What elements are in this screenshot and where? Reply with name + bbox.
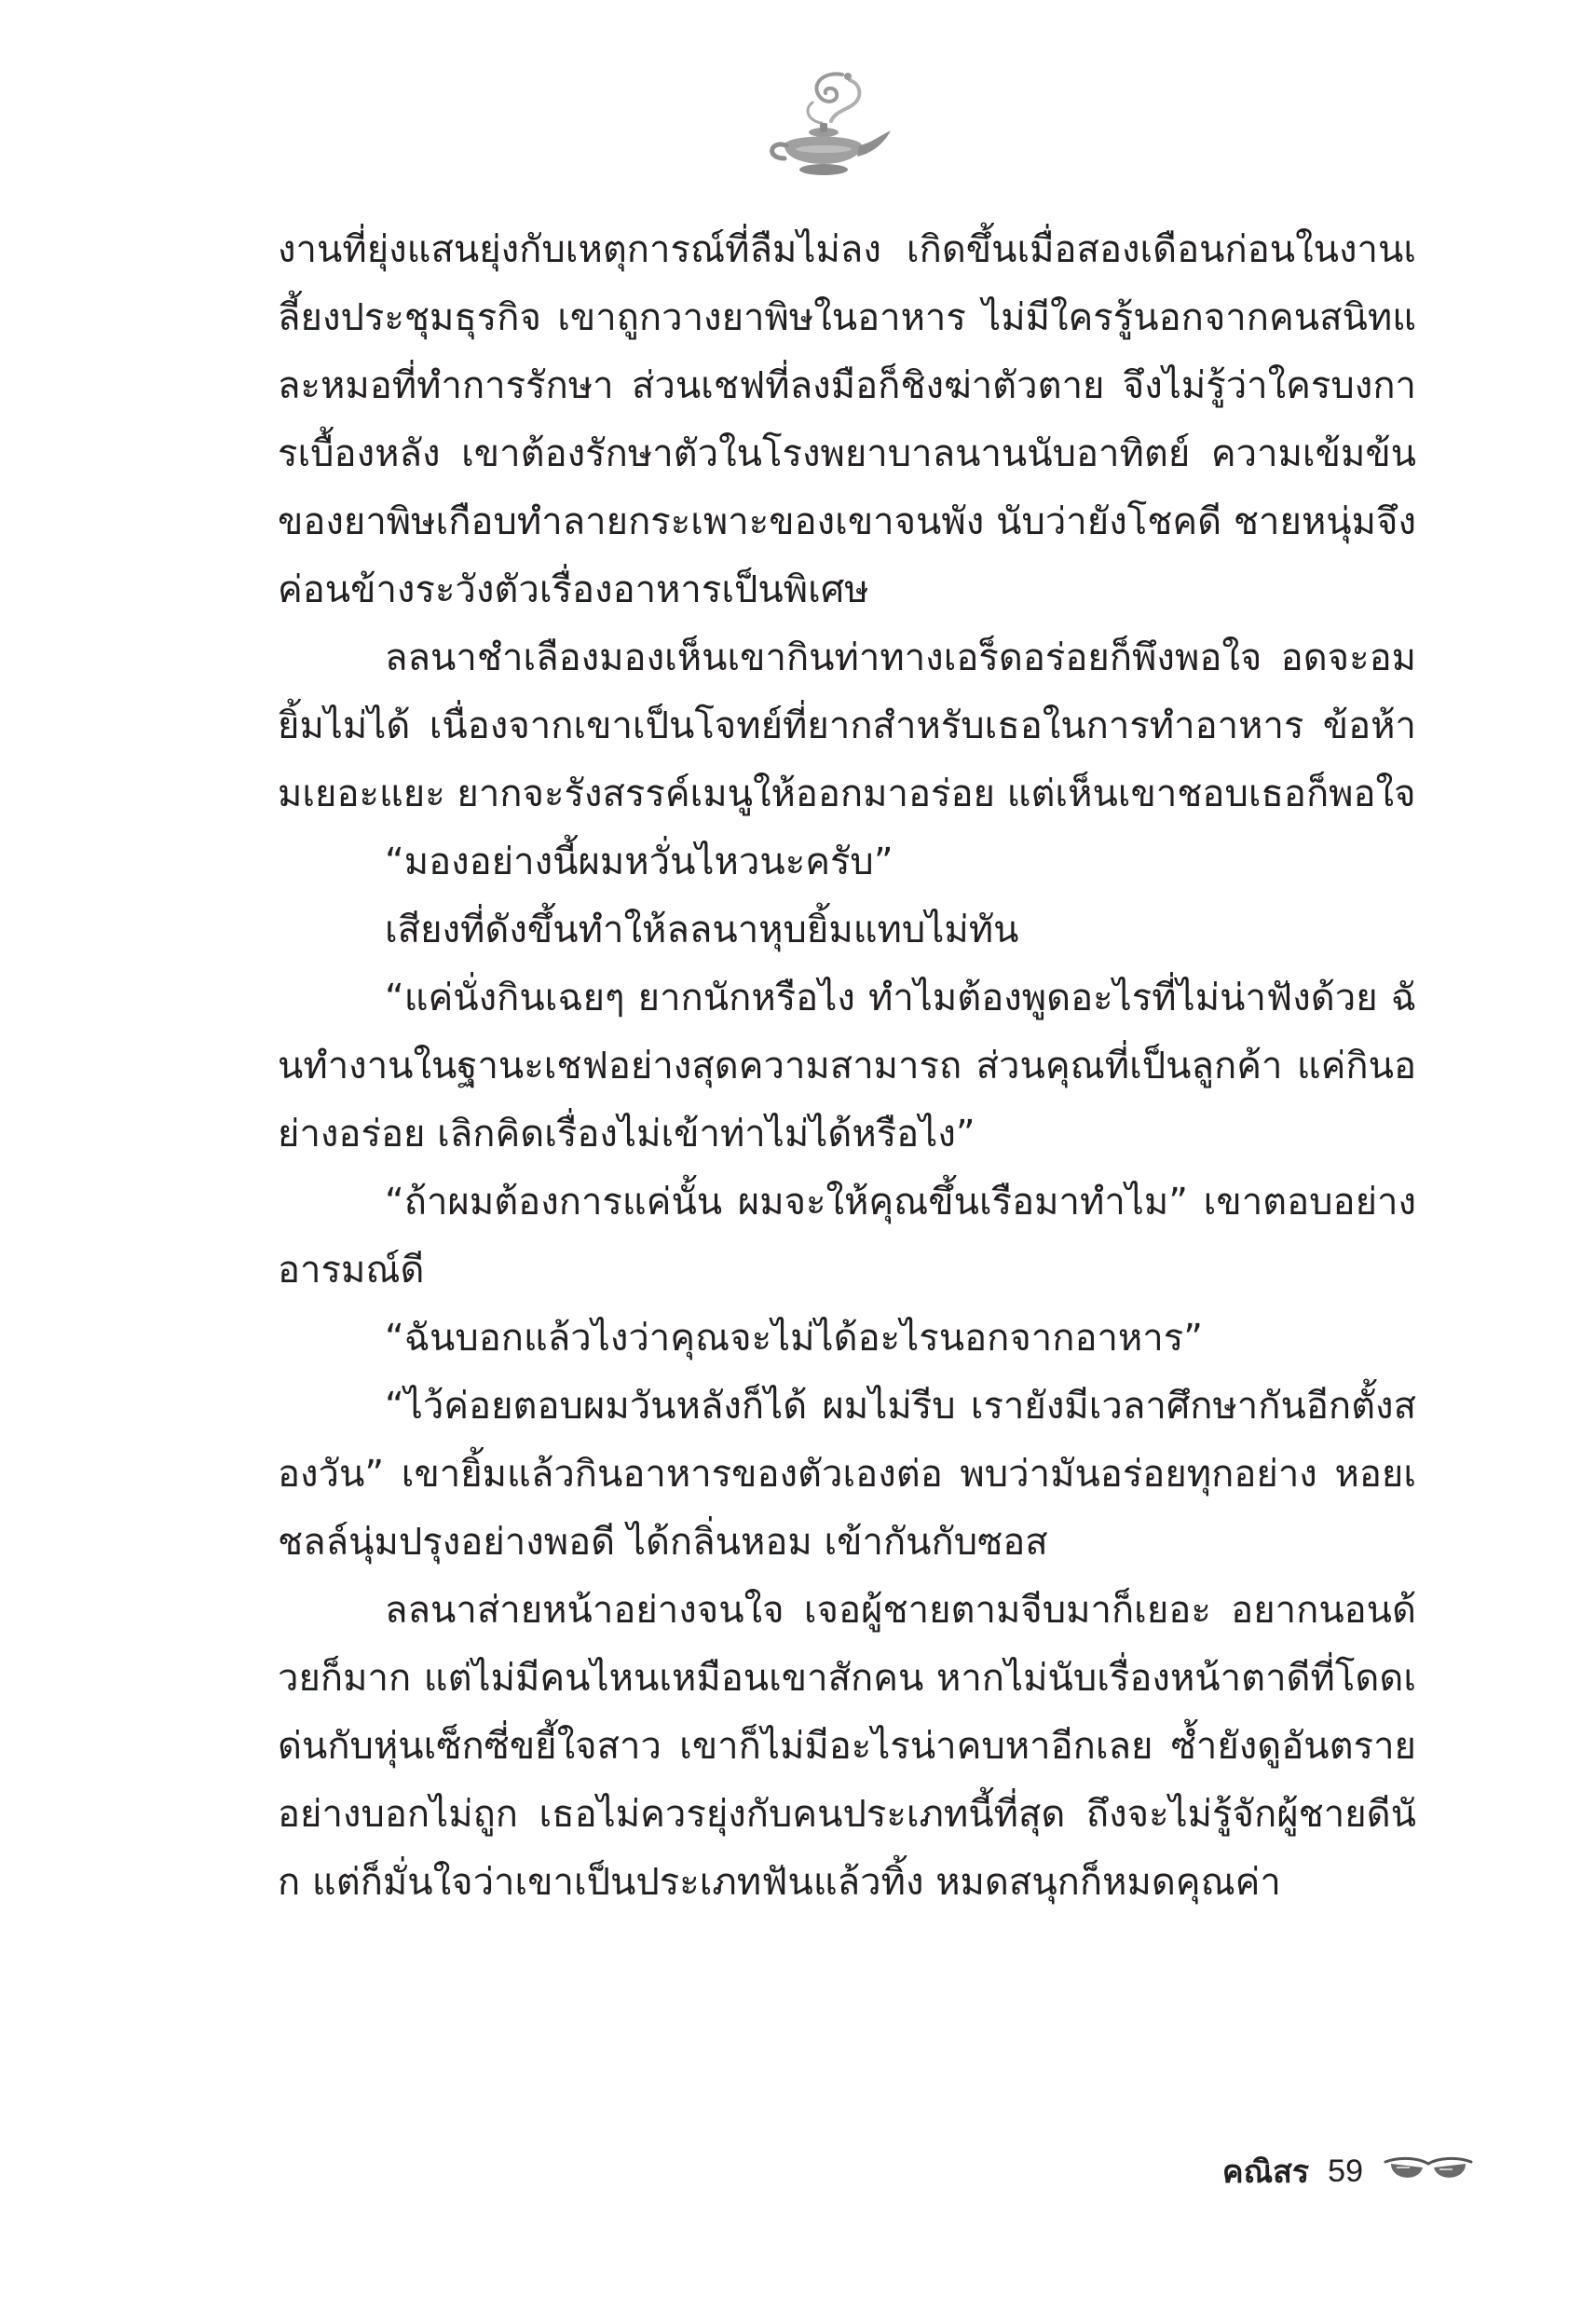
paragraph-2: ลลนาชำเลืองมองเห็นเขากินท่าทางเอร็ดอร่อยก็พึงพอใจ อดจะอมยิ้มไม่ได้ เนื่องจากเขาเป็นโจทย์ที่ยากสำหรับเธอในการทำอาหาร ข้อห้ามเยอะแยะ ยากจะรังสรรค์เมนูให้ออกมาอร่อย แต่เห็นเขาชอบเธอก็พอใจ [278,636,1416,815]
paragraph-5: “แค่นั่งกินเฉยๆ ยากนักหรือไง ทำไมต้องพูดอะไรที่ไม่น่าฟังด้วย ฉันทำงานในฐานะเชฟอย่างสุดความสามารถ ส่วนคุณที่เป็นลูกค้า แค่กินอย่างอร่อย เลิกคิดเรื่องไม่เข้าท่าไม่ได้หรือไง” [278,977,1416,1156]
paragraph-6: “ถ้าผมต้องการแค่นั้น ผมจะให้คุณขึ้นเรือมาทำไม” เขาตอบอย่างอารมณ์ดี [278,1181,1416,1292]
paragraph-9: ลลนาส่ายหน้าอย่างจนใจ เจอผู้ชายตามจีบมาก็เยอะ อยากนอนด้วยก็มาก แต่ไม่มีคนไหนเหมือนเขาสักคน หากไม่นับเรื่องหน้าตาดีที่โดดเด่นกับหุ่นเซ็กซี่ขยี้ใจสาว เขาก็ไม่มีอะไรน่าคบหาอีกเลย ซ้ำยังดูอันตรายอย่างบอกไม่ถูก เธอไม่ควรยุ่งกับคนประเภทนี้ที่สุด ถึงจะไม่รู้จักผู้ชายดีนัก แต่ก็มั่นใจว่าเขาเป็นประเภทฟันแล้วทิ้ง หมดสนุกก็หมดคุณค่า [278,1589,1416,1904]
body-text [278,216,1416,2080]
paragraph-1: งานที่ยุ่งแสนยุ่งกับเหตุการณ์ที่ลืมไม่ลง เกิดขึ้นเมื่อสองเดือนก่อนในงานเลี้ยงประชุมธุรกิจ เขาถูกวางยาพิษในอาหาร ไม่มีใครรู้นอกจากคนสนิทและหมอที่ทำการรักษา ส่วนเชฟที่ลงมือก็ชิงฆ่าตัวตาย จึงไม่รู้ว่าใครบงการเบื้องหลัง เขาต้องรักษาตัวในโรงพยาบาลนานนับอาทิตย์ ความเข้มข้นของยาพิษเกือบทำลายกระเพาะของเขาจนพัง นับว่ายังโชคดี ชายหนุ่มจึงค่อนข้างระวังตัวเรื่องอาหารเป็นพิเศษ [278,228,1416,611]
paragraph-4: เสียงที่ดังขึ้นทำให้ลลนาหุบยิ้มแทบไม่ทัน [385,909,1019,951]
page-footer [1222,2143,1475,2199]
page-number: 59 [1328,2153,1363,2189]
sunglasses-icon [1382,2153,1475,2190]
genie-lamp-icon [757,65,896,186]
footer-author: คณิสร [1221,2154,1310,2191]
paragraph-8: “ไว้ค่อยตอบผมวันหลังก็ได้ ผมไม่รีบ เรายังมีเวลาศึกษากันอีกตั้งสองวัน” เขายิ้มแล้วกินอาหารของตัวเองต่อ พบว่ามันอร่อยทุกอย่าง หอยเชลล์นุ่มปรุงอย่างพอดี ได้กลิ่นหอม เข้ากันกับซอส [278,1385,1416,1564]
paragraph-7: “ฉันบอกแล้วไงว่าคุณจะไม่ได้อะไรนอกจากอาหาร” [385,1317,1203,1360]
paragraph-3: “มองอย่างนี้ผมหวั่นไหวนะครับ” [385,841,893,883]
